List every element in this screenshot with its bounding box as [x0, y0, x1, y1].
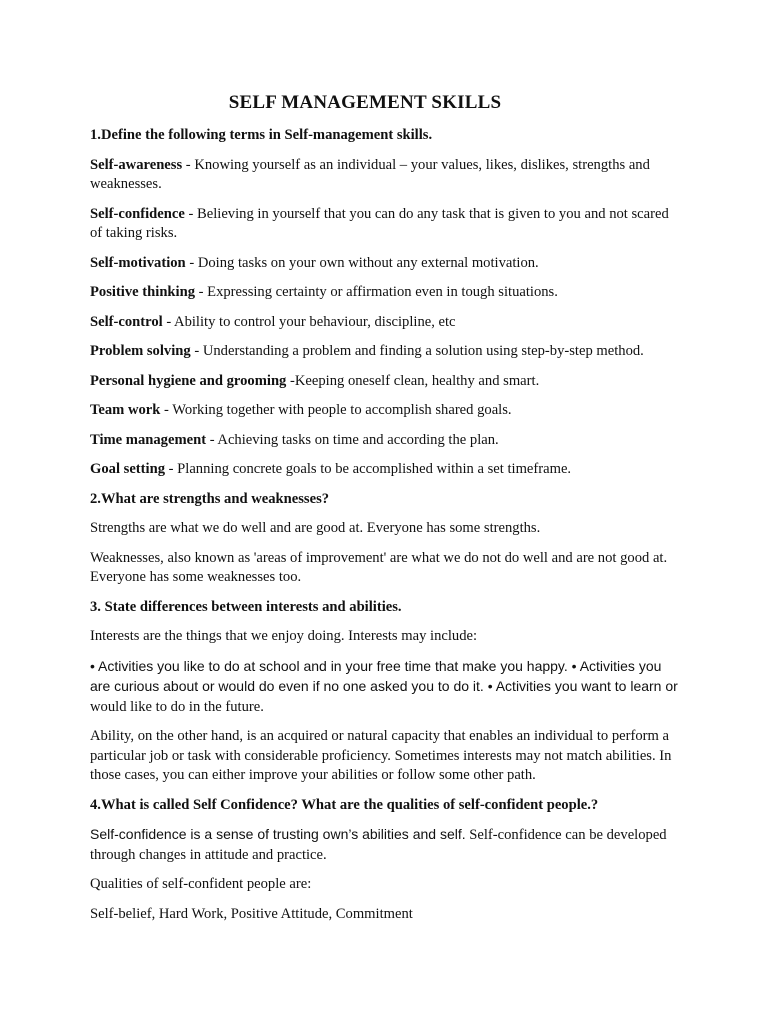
- term-paragraph: [90, 460, 680, 480]
- term-name: Self-motivation: [90, 254, 186, 271]
- term-definition: - Believing in yourself that you can do any task that is given to you and not scared of taking risks.: [90, 205, 669, 241]
- term-paragraph: [90, 254, 680, 274]
- term-paragraph: [90, 401, 680, 421]
- question-2: 2.What are strengths and weaknesses?: [90, 490, 330, 507]
- term-definition: - Ability to control your behaviour, discipline, etc: [162, 313, 456, 330]
- term-definition: - Understanding a problem and finding a solution using step-by-step method.: [190, 343, 644, 359]
- term-name: Self-awareness: [90, 156, 183, 173]
- document-title: SELF MANAGEMENT SKILLS: [228, 92, 502, 113]
- term-name: Self-control: [90, 313, 163, 330]
- term-definition: - Expressing certainty or affirmation even in tough situations.: [195, 284, 558, 300]
- document-page: [90, 92, 680, 934]
- term-definition: -Keeping oneself clean, healthy and smart.: [286, 372, 540, 389]
- term-name: Problem solving: [90, 343, 191, 359]
- answer-paragraph: Qualities of self-confident people are:: [90, 876, 312, 892]
- term-paragraph: [90, 342, 680, 362]
- answer-paragraph: Strengths are what we do well and are good at. Everyone has some strengths.: [90, 520, 541, 536]
- question-3: 3. State differences between interests and abilities.: [90, 598, 402, 615]
- answer-paragraph: Interests are the things that we enjoy doing. Interests may include:: [90, 628, 478, 644]
- term-name: Positive thinking: [90, 284, 196, 300]
- term-name: Personal hygiene and grooming: [90, 372, 287, 389]
- term-name: Goal setting: [90, 461, 165, 477]
- question-4: 4.What is called Self Confidence? What are the qualities of self-confident people.?: [90, 796, 599, 813]
- term-paragraph: [90, 372, 680, 392]
- term-name: Team work: [90, 402, 161, 418]
- term-definition: - Achieving tasks on time and according the plan.: [206, 431, 499, 448]
- term-name: Time management: [90, 431, 207, 448]
- term-definition: - Doing tasks on your own without any external motivation.: [185, 254, 539, 271]
- answer-paragraph: Self-belief, Hard Work, Positive Attitude, Commitment: [90, 905, 413, 922]
- answer-paragraph: Weaknesses, also known as 'areas of improvement' are what we do not do well and are not good at. Everyone has some weaknesses too.: [90, 549, 668, 585]
- term-paragraph: [90, 156, 680, 195]
- bullet-list-tail: would like to do in the future.: [90, 698, 264, 715]
- term-definition: - Planning concrete goals to be accomplished within a set timeframe.: [165, 461, 572, 477]
- bullet-list-text: • Activities you like to do at school and in your free time that make you happy. • Activities you are curious about or would do even if no one asked you to do it. • Activities you want to learn or: [90, 657, 678, 694]
- bullet-paragraph: [90, 657, 680, 718]
- term-definition: - Knowing yourself as an individual – your values, likes, dislikes, strengths and weaknesses.: [90, 156, 650, 192]
- question-1: 1.Define the following terms in Self-management skills.: [90, 127, 433, 143]
- term-paragraph: [90, 205, 680, 244]
- term-definition: - Working together with people to accomplish shared goals.: [160, 402, 512, 418]
- term-paragraph: [90, 313, 680, 333]
- answer-paragraph: Ability, on the other hand, is an acquired or natural capacity that enables an individual to perform a particular job or task with considerable proficiency. Sometimes interests may not match abilities. In those cases, you can either improve your abilities or follow some other path.: [90, 728, 672, 783]
- term-name: Self-confidence: [90, 205, 185, 222]
- definition-text: Self-confidence is a sense of trusting own’s abilities and self.: [90, 826, 466, 842]
- definition-continuation: Self-confidence can be developed through changes in attitude and practice.: [90, 827, 667, 863]
- answer-paragraph: [90, 825, 680, 865]
- term-paragraph: [90, 283, 680, 303]
- term-paragraph: [90, 431, 680, 451]
